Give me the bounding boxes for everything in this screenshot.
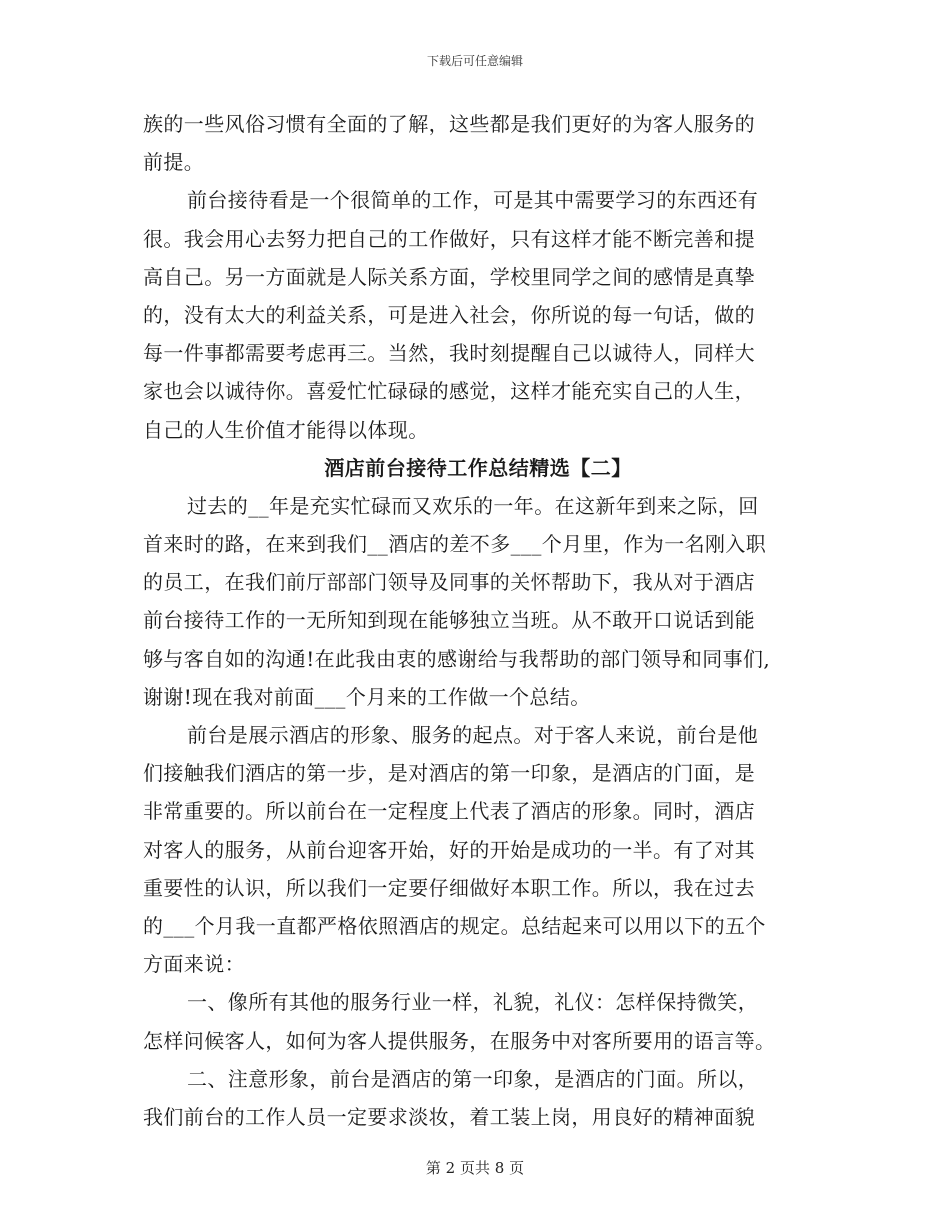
text-line: 二、注意形象，前台是酒店的第一印象，是酒店的门面。所以， (187, 1066, 759, 1091)
text-line: 前台接待工作的一无所知到现在能够独立当班。从不敢开口说话到能 (143, 608, 755, 633)
section-title: 酒店前台接待工作总结精选【二】 (324, 455, 632, 480)
text-line: 很。我会用心去努力把自己的工作做好，只有这样才能不断完善和提 (143, 226, 755, 251)
text-line: 怎样问候客人，如何为客人提供服务，在服务中对客所要用的语言等。 (143, 1028, 776, 1053)
page-footer: 第 2 页共 8 页 (425, 1159, 525, 1177)
text-line: 我们前台的工作人员一定要求淡妆，着工装上岗，用良好的精神面貌 (143, 1104, 755, 1129)
text-line: 够与客自如的沟通!在此我由衷的感谢给与我帮助的部门领导和同事们, (143, 646, 771, 671)
text-line: 对客人的服务，从前台迎客开始，好的开始是成功的一半。有了对其 (143, 837, 755, 862)
text-line: 一、像所有其他的服务行业一样，礼貌，礼仪：怎样保持微笑， (187, 990, 759, 1015)
text-line: 的___个月我一直都严格依照酒店的规定。总结起来可以用以下的五个 (143, 913, 766, 938)
page-header: 下载后可任意编辑 (426, 54, 523, 68)
text-line: 族的一些风俗习惯有全面的了解，这些都是我们更好的为客人服务的 (143, 112, 755, 136)
text-line: 的员工，在我们前厅部部门领导及同事的关怀帮助下，我从对于酒店 (143, 570, 755, 595)
text-line: 谢谢!现在我对前面___个月来的工作做一个总结。 (143, 684, 591, 709)
text-line: 自己的人生价值才能得以体现。 (143, 417, 429, 442)
text-line: 首来时的路，在来到我们__酒店的差不多___个月里，作为一名刚入职 (143, 532, 767, 557)
text-line: 高自己。另一方面就是人际关系方面，学校里同学之间的感情是真挚 (143, 264, 755, 289)
text-line: 们接触我们酒店的第一步，是对酒店的第一印象，是酒店的门面，是 (143, 761, 755, 786)
text-line: 每一件事都需要考虑再三。当然，我时刻提醒自己以诚待人，同样大 (143, 341, 755, 366)
text-line: 前台接待看是一个很简单的工作，可是其中需要学习的东西还有 (187, 188, 759, 213)
text-line: 家也会以诚待你。喜爱忙忙碌碌的感觉，这样才能充实自己的人生， (143, 379, 755, 404)
text-line: 的，没有太大的利益关系，可是进入社会，你所说的每一句话，做的 (143, 302, 755, 327)
text-line: 非常重要的。所以前台在一定程度上代表了酒店的形象。同时，酒店 (143, 799, 755, 824)
text-line: 重要性的认识，所以我们一定要仔细做好本职工作。所以，我在过去 (143, 875, 755, 900)
text-line: 方面来说： (143, 952, 245, 977)
document-body (143, 105, 813, 1136)
text-line: 前台是展示酒店的形象、服务的起点。对于客人来说，前台是他 (187, 723, 759, 747)
text-line: 过去的__年是充实忙碌而又欢乐的一年。在这新年到来之际，回 (187, 493, 759, 518)
text-line: 前提。 (143, 150, 205, 175)
